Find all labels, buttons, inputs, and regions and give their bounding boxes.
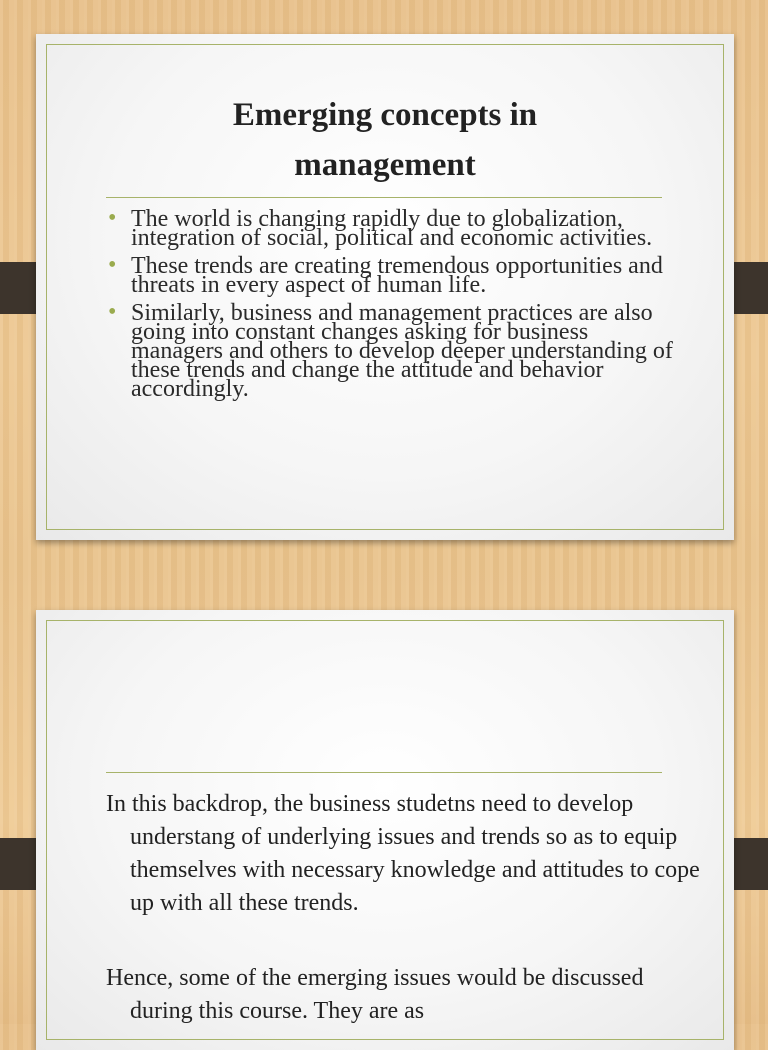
slide-2-title-rule (106, 772, 662, 773)
slide-2 (36, 610, 734, 1050)
slide-2-paragraph-2: Hence, some of the emerging issues would be discussed during this course. They are as (106, 965, 644, 1024)
slide-2-paragraph-1: In this backdrop, the business studetns need to develop understang of underlying issues and trends so as to equip themselves with necessary knowledge and attitudes to cope up with all these trends. (106, 791, 700, 916)
slide-1-bullet-list (108, 205, 680, 408)
slide-1-title-rule (106, 197, 662, 198)
bullet-text: These trends are creating tremendous opportunities and threats in every aspect of human life. (131, 253, 663, 298)
bullet-dot-icon: • (108, 252, 117, 278)
bullet-item (108, 205, 680, 251)
bullet-text: The world is changing rapidly due to globalization, integration of social, political and economic activities. (131, 206, 653, 251)
slide-1 (36, 34, 734, 540)
bullet-dot-icon: • (108, 205, 117, 231)
bullet-item (108, 299, 680, 402)
slide-1-title (36, 90, 734, 190)
bullet-text: Similarly, business and management practices are also going into constant changes asking for business managers and others to develop deeper understanding of these trends and change the attitude and behavior accordingly. (131, 300, 673, 402)
slide-1-title-text: Emerging concepts in management (232, 97, 538, 183)
bullet-item (108, 252, 680, 298)
bullet-dot-icon: • (108, 299, 117, 325)
